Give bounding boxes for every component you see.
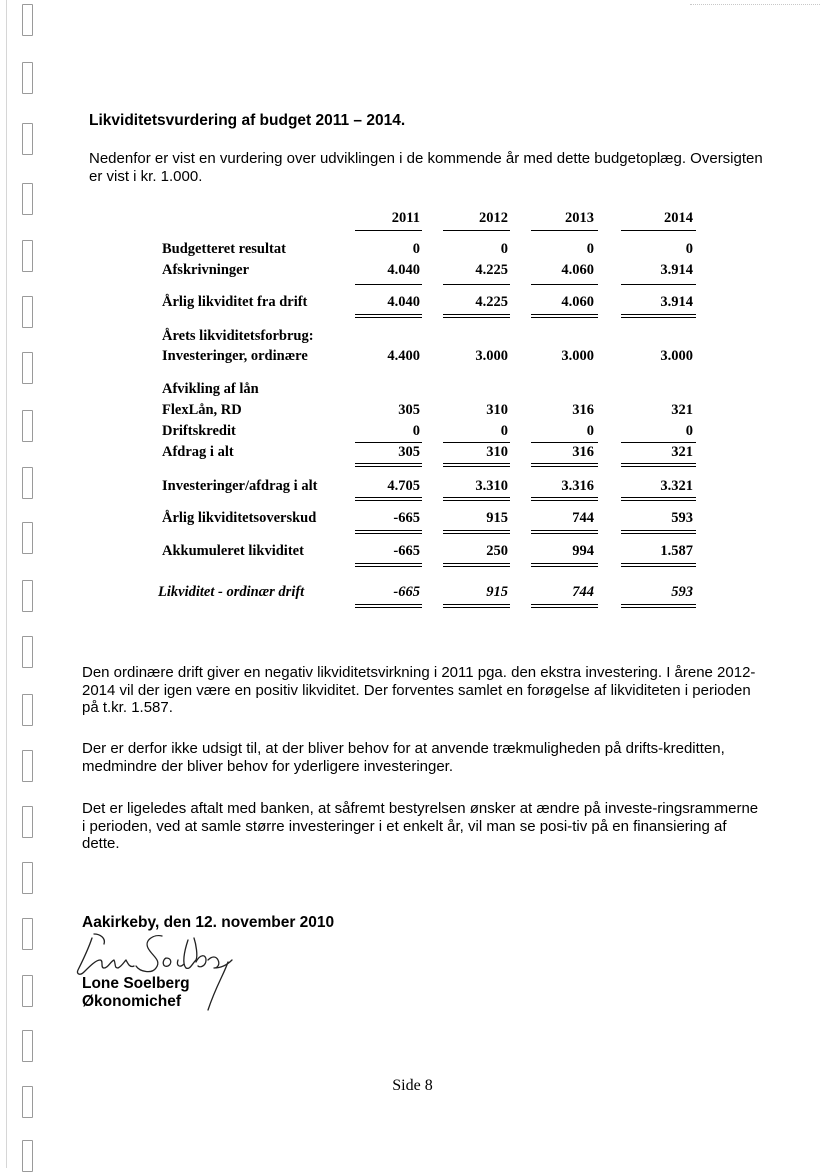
table-cell: 4.225 [475, 262, 508, 278]
table-cell: 4.060 [561, 294, 594, 310]
table-cell: 915 [486, 584, 508, 600]
total-double-rule [443, 497, 510, 501]
year-header: 2013 [565, 210, 594, 226]
sum-rule [621, 442, 696, 443]
table-cell: 593 [671, 510, 693, 526]
sum-rule [621, 284, 696, 285]
total-double-rule [443, 563, 510, 567]
row-label: Årlig likviditetsoverskud [162, 510, 317, 526]
table-cell: 0 [685, 241, 693, 257]
total-double-rule [443, 463, 510, 467]
section-label: Afvikling af lån [162, 381, 259, 397]
row-label: Likviditet - ordinær drift [158, 584, 305, 600]
table-cell: 0 [500, 423, 508, 439]
table-cell: 0 [586, 423, 594, 439]
table-cell: 1.587 [660, 543, 693, 559]
year-header: 2014 [664, 210, 693, 226]
table-cell: 3.914 [660, 262, 693, 278]
total-double-rule [355, 463, 422, 467]
table-cell: 250 [486, 543, 508, 559]
document-title: Likviditetsvurdering af budget 2011 – 2014. [89, 112, 406, 129]
row-label: Investeringer, ordinære [162, 348, 308, 364]
table-cell: 0 [412, 423, 420, 439]
place-date: Aakirkeby, den 12. november 2010 [82, 914, 335, 931]
table-cell: 4.060 [561, 262, 594, 278]
table-cell: 3.000 [660, 348, 693, 364]
header-underline [531, 230, 598, 231]
year-header: 2011 [391, 210, 420, 226]
total-double-rule [621, 314, 696, 318]
table-cell: 0 [586, 241, 594, 257]
table-cell: 4.225 [475, 294, 508, 310]
table-cell: 915 [486, 510, 508, 526]
table-cell: 0 [685, 423, 693, 439]
sum-rule [443, 442, 510, 443]
signer-name: Lone Soelberg [82, 975, 190, 992]
year-header: 2012 [479, 210, 508, 226]
table-cell: 310 [486, 444, 508, 460]
table-cell: 305 [398, 444, 420, 460]
table-cell: 316 [572, 402, 594, 418]
table-cell: 4.040 [387, 262, 420, 278]
table-cell: 4.040 [387, 294, 420, 310]
sum-rule [531, 284, 598, 285]
header-underline [621, 230, 696, 231]
paragraph: Den ordinære drift giver en negativ likviditetsvirkning i 2011 pga. den ekstra investering. I årene 2012-2014 vil der igen være en positiv likviditet. Der forventes samlet en forøgelse af likviditeten i perioden på t.kr. 1.587. [82, 664, 756, 716]
row-label: Akkumuleret likviditet [162, 543, 304, 559]
table-cell: 305 [398, 402, 420, 418]
binder-hole [22, 636, 33, 668]
total-double-rule [443, 604, 510, 608]
binder-hole [22, 1030, 33, 1062]
table-cell: 744 [572, 584, 594, 600]
table-cell: 0 [412, 241, 420, 257]
total-double-rule [621, 604, 696, 608]
total-double-rule [531, 563, 598, 567]
header-underline [355, 230, 422, 231]
total-double-rule [443, 530, 510, 534]
sum-rule [355, 284, 422, 285]
total-double-rule [355, 497, 422, 501]
row-label: FlexLån, RD [162, 402, 242, 418]
total-double-rule [531, 530, 598, 534]
page-number: Side 8 [392, 1077, 433, 1094]
total-double-rule [355, 563, 422, 567]
table-cell: 321 [671, 402, 693, 418]
total-double-rule [621, 497, 696, 501]
section-label: Årets likviditetsforbrug: [162, 328, 314, 344]
intro-text: Nedenfor er vist en vurdering over udviklingen i de kommende år med dette budgetoplæg. Oversigten er vist i kr. 1.000. [89, 150, 763, 185]
total-double-rule [621, 463, 696, 467]
table-cell: 3.316 [561, 478, 594, 494]
row-label: Årlig likviditet fra drift [162, 294, 308, 310]
table-cell: 4.400 [387, 348, 420, 364]
binder-hole [22, 975, 33, 1007]
table-cell: 3.310 [475, 478, 508, 494]
table-cell: -665 [393, 543, 420, 559]
binder-hole [22, 1140, 33, 1172]
paragraph: Det er ligeledes aftalt med banken, at såfremt bestyrelsen ønsker at ændre på investe-ringsrammerne i perioden, ved at samle større investeringer i et enkelt år, vil man se posi-tiv på en finansiering af dette. [82, 800, 759, 852]
paragraph: Der er derfor ikke udsigt til, at der bliver behov for at anvende trækmuligheden på drifts-kreditten, medmindre der bliver behov for yderligere investeringer. [82, 740, 725, 775]
table-cell: 3.914 [660, 294, 693, 310]
table-cell: 593 [671, 584, 693, 600]
table-cell: 3.321 [660, 478, 693, 494]
total-double-rule [531, 497, 598, 501]
row-label: Budgetteret resultat [162, 241, 286, 257]
total-double-rule [531, 463, 598, 467]
row-label: Investeringer/afdrag i alt [162, 478, 318, 494]
table-cell: -665 [393, 510, 420, 526]
total-double-rule [443, 314, 510, 318]
total-double-rule [531, 314, 598, 318]
total-double-rule [621, 563, 696, 567]
binder-hole [22, 694, 33, 726]
row-label: Afskrivninger [162, 262, 249, 278]
row-label: Afdrag i alt [162, 444, 234, 460]
table-cell: 994 [572, 543, 594, 559]
table-cell: 3.000 [561, 348, 594, 364]
table-cell: 3.000 [475, 348, 508, 364]
sum-rule [531, 442, 598, 443]
table-cell: -665 [393, 584, 420, 600]
table-cell: 321 [671, 444, 693, 460]
binder-hole [22, 862, 33, 894]
row-label: Driftskredit [162, 423, 236, 439]
binder-hole [22, 750, 33, 782]
total-double-rule [355, 314, 422, 318]
signer-role: Økonomichef [82, 993, 182, 1010]
binder-hole [22, 806, 33, 838]
table-cell: 310 [486, 402, 508, 418]
header-underline [443, 230, 510, 231]
table-cell: 0 [500, 241, 508, 257]
total-double-rule [621, 530, 696, 534]
binder-hole [22, 918, 33, 950]
sum-rule [355, 442, 422, 443]
table-cell: 744 [572, 510, 594, 526]
total-double-rule [531, 604, 598, 608]
total-double-rule [355, 604, 422, 608]
sum-rule [443, 284, 510, 285]
table-cell: 316 [572, 444, 594, 460]
total-double-rule [355, 530, 422, 534]
table-cell: 4.705 [387, 478, 420, 494]
